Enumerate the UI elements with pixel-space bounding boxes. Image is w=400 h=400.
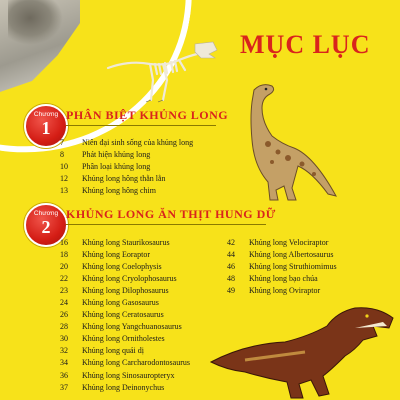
toc-entry[interactable] [60, 296, 190, 308]
entry-title: Khủng long Yangchuanosaurus [82, 322, 182, 332]
entry-title: Khủng long Velociraptor [249, 237, 329, 247]
toc-entry[interactable] [60, 333, 190, 345]
entry-title: Khủng long Cryolophosaurus [82, 273, 177, 283]
entry-title: Khủng long Eoraptor [82, 249, 150, 259]
page-number: 34 [60, 358, 68, 368]
page-number: 49 [227, 285, 235, 295]
toc-entry[interactable] [60, 284, 190, 296]
toc-entry[interactable] [60, 184, 193, 196]
entry-title: Khủng long Carcharodontosaurus [82, 358, 190, 368]
toc-entry[interactable] [227, 284, 337, 296]
page-number: 46 [227, 261, 235, 271]
chapter-number: 1 [41, 118, 51, 138]
page-number: 28 [60, 322, 68, 332]
page-number: 8 [60, 149, 64, 159]
chapter-divider [66, 224, 266, 225]
entry-title: Khủng long Coelophysis [82, 261, 162, 271]
toc-entry[interactable] [60, 357, 190, 369]
entry-title: Khủng long hông thằn lằn [82, 173, 166, 183]
toc-entry[interactable] [60, 309, 190, 321]
page-number: 36 [60, 370, 68, 380]
toc-entry[interactable] [60, 381, 190, 393]
entry-title: Khủng long Sinosauropteryx [82, 370, 175, 380]
entry-title: Phát hiện khủng long [82, 149, 151, 159]
page-number: 16 [60, 237, 68, 247]
chapter-2-entries-right [227, 236, 337, 296]
entry-title: Phân loại khủng long [82, 161, 151, 171]
page-number: 37 [60, 382, 68, 392]
chapter-label: Chương [33, 210, 59, 217]
toc-entry[interactable] [60, 272, 190, 284]
chapter-title: KHỦNG LONG ĂN THỊT HUNG DỮ [66, 207, 276, 221]
toc-entry[interactable] [60, 172, 193, 184]
page-number: 48 [227, 273, 235, 283]
page-number: 26 [60, 310, 68, 320]
ornithopod-dinosaur-illustration [232, 78, 342, 206]
chapter-number: 2 [41, 217, 51, 237]
toc-entry[interactable] [60, 345, 190, 357]
toc-entry[interactable] [60, 160, 193, 172]
page-number: 23 [60, 285, 68, 295]
page-number: 10 [60, 161, 68, 171]
entry-title: Khủng long Dilophosaurus [82, 285, 169, 295]
toc-entry[interactable] [60, 236, 190, 248]
entry-title: Khủng long Ornitholestes [82, 334, 165, 344]
toc-entry[interactable] [227, 236, 337, 248]
toc-entry[interactable] [60, 260, 190, 272]
page-number: 22 [60, 273, 68, 283]
entry-title: Khủng long hông chim [82, 185, 156, 195]
toc-entry[interactable] [227, 272, 337, 284]
page-number: 30 [60, 334, 68, 344]
page-number: 32 [60, 346, 68, 356]
page-number: 42 [227, 237, 235, 247]
toc-entry[interactable] [60, 321, 190, 333]
toc-entry[interactable] [227, 248, 337, 260]
dinosaur-skeleton-illustration [105, 30, 220, 105]
entry-title: Khủng long Gasosaurus [82, 298, 159, 308]
toc-entry[interactable] [227, 260, 337, 272]
chapter-1-entries [60, 136, 193, 196]
toc-entry[interactable] [60, 136, 193, 148]
page-number: 13 [60, 185, 68, 195]
page-title: MỤC LỤC [240, 30, 371, 59]
chapter-2-entries-left [60, 236, 190, 393]
page-number: 18 [60, 249, 68, 259]
toc-entry[interactable] [60, 148, 193, 160]
toc-entry[interactable] [60, 248, 190, 260]
entry-title: Khủng long bạo chúa [249, 273, 318, 283]
entry-title: Khủng long Oviraptor [249, 285, 321, 295]
entry-title: Niên đại sinh sống của khủng long [82, 137, 194, 147]
page-number: 7 [60, 137, 64, 147]
entry-title: Khủng long Deinonychus [82, 382, 165, 392]
toc-entry[interactable] [60, 369, 190, 381]
page-number: 44 [227, 249, 235, 259]
page-number: 20 [60, 261, 68, 271]
entry-title: Khủng long Struthiomimus [249, 261, 337, 271]
page-number: 24 [60, 298, 68, 308]
chapter-label: Chương [33, 111, 59, 118]
tyrannosaurus-illustration [205, 296, 400, 400]
entry-title: Khủng long quái dị [82, 346, 144, 356]
chapter-title: PHÂN BIỆT KHỦNG LONG [66, 108, 229, 122]
entry-title: Khủng long Albertosaurus [249, 249, 334, 259]
chapter-divider [66, 125, 216, 126]
entry-title: Khủng long Ceratosaurus [82, 310, 164, 320]
entry-title: Khủng long Staurikosaurus [82, 237, 170, 247]
page-number: 12 [60, 173, 68, 183]
